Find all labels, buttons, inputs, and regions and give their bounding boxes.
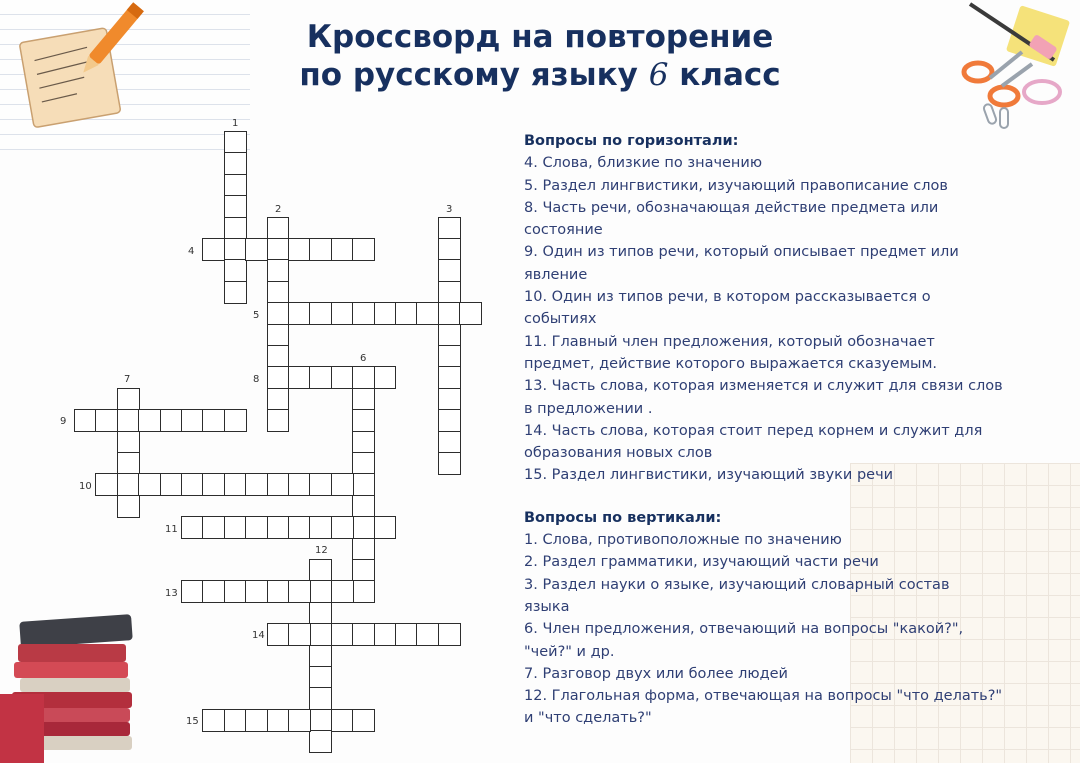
clue-number-13: 13 (165, 588, 178, 599)
down-clue-line: 1. Слова, противоположные по значению (524, 532, 842, 549)
crossword-cell[interactable] (309, 623, 332, 646)
crossword-cell[interactable] (202, 709, 225, 732)
crossword-cell[interactable] (224, 217, 247, 240)
crossword-cell[interactable] (395, 623, 418, 646)
crossword-cell[interactable] (224, 195, 247, 218)
page-title (250, 18, 830, 94)
crossword-cell[interactable] (438, 238, 461, 261)
crossword-cell[interactable] (352, 559, 375, 582)
crossword-cell[interactable] (416, 302, 439, 325)
title-line-1: Кроссворд на повторение (306, 19, 774, 55)
crossword-cell[interactable] (352, 452, 375, 475)
clue-number-11: 11 (165, 524, 178, 535)
crossword-cell[interactable] (331, 623, 354, 646)
crossword-cell[interactable] (438, 259, 461, 282)
crossword-cell[interactable] (288, 623, 311, 646)
crossword-cell[interactable] (224, 174, 247, 197)
crossword-cell[interactable] (202, 409, 225, 432)
questions-panel (524, 130, 1044, 730)
crossword-cell[interactable] (117, 431, 140, 454)
crossword-cell[interactable] (138, 473, 161, 496)
crossword-cell[interactable] (438, 345, 461, 368)
crossword-cell[interactable] (309, 580, 332, 603)
crossword-cell[interactable] (438, 409, 461, 432)
crossword-cell[interactable] (224, 580, 247, 603)
crossword-cell[interactable] (331, 302, 354, 325)
crossword-cell[interactable] (224, 131, 247, 154)
crossword-cell[interactable] (117, 409, 140, 432)
stack-of-books-icon (0, 610, 140, 763)
crossword-cell[interactable] (352, 238, 375, 261)
crossword-cell[interactable] (224, 709, 247, 732)
crossword-cell[interactable] (309, 238, 332, 261)
crossword-cell[interactable] (374, 516, 397, 539)
grade-number: 6 (648, 57, 669, 93)
title-line-2-text: по русскому языку (299, 57, 649, 93)
across-clue-line: предмет, действие которого выражается сказуемым. (524, 355, 938, 372)
crossword-cell[interactable] (438, 388, 461, 411)
crossword-cell[interactable] (267, 623, 290, 646)
crossword-cell[interactable] (267, 388, 290, 411)
across-clue-line: 13. Часть слова, которая изменяется и служит для связи слов (524, 378, 1003, 395)
crossword-cell[interactable] (438, 452, 461, 475)
crossword-cell[interactable] (288, 302, 311, 325)
crossword-cell[interactable] (395, 302, 418, 325)
crossword-cell[interactable] (267, 409, 290, 432)
crossword-cell[interactable] (288, 366, 311, 389)
crossword-cell[interactable] (202, 580, 225, 603)
crossword-cell[interactable] (160, 473, 183, 496)
crossword-cell[interactable] (117, 495, 140, 518)
crossword-cell[interactable] (309, 366, 332, 389)
crossword-cell[interactable] (245, 238, 268, 261)
crossword-cell[interactable] (267, 580, 290, 603)
crossword-cell[interactable] (267, 238, 290, 261)
down-clue-line: 12. Глагольная форма, отвечающая на вопросы "что делать?" (524, 688, 1003, 705)
crossword-cell[interactable] (352, 409, 375, 432)
crossword-cell[interactable] (181, 473, 204, 496)
clue-number-12: 12 (315, 545, 328, 556)
crossword-cell[interactable] (352, 516, 375, 539)
across-clue-line: 14. Часть слова, которая стоит перед корнем и служит для (524, 422, 983, 439)
down-clue-line: и "что сделать?" (524, 710, 652, 727)
across-clue-line: явление (524, 266, 588, 283)
across-clue-line: 11. Главный член предложения, который обозначает (524, 333, 935, 350)
crossword-cell[interactable] (288, 580, 311, 603)
crossword-cell[interactable] (181, 516, 204, 539)
crossword-cell[interactable] (288, 473, 311, 496)
down-clue-line: "чей?" и др. (524, 643, 615, 660)
crossword-cell[interactable] (181, 580, 204, 603)
crossword-cell[interactable] (245, 516, 268, 539)
crossword-cell[interactable] (245, 580, 268, 603)
crossword-cell[interactable] (438, 366, 461, 389)
crossword-cell[interactable] (224, 238, 247, 261)
crossword-cell[interactable] (309, 516, 332, 539)
clue-number-4: 4 (188, 246, 195, 257)
crossword-cell[interactable] (288, 238, 311, 261)
clue-number-3: 3 (446, 204, 453, 215)
across-clue-line: состояние (524, 222, 603, 239)
clue-number-6: 6 (360, 353, 367, 364)
across-clue-line: 10. Один из типов речи, в котором рассказывается о (524, 289, 931, 306)
down-clue-line: 6. Член предложения, отвечающий на вопросы "какой?", (524, 621, 964, 638)
clue-number-5: 5 (253, 310, 260, 321)
crossword-cell[interactable] (438, 302, 461, 325)
crossword-cell[interactable] (352, 623, 375, 646)
crossword-cell[interactable] (117, 388, 140, 411)
crossword-cell[interactable] (438, 324, 461, 347)
crossword-cell[interactable] (331, 516, 354, 539)
down-heading: Вопросы по вертикали: (524, 509, 722, 526)
crossword-cell[interactable] (309, 302, 332, 325)
crossword-cell[interactable] (202, 238, 225, 261)
across-clue-line: 5. Раздел лингвистики, изучающий правописание слов (524, 177, 948, 194)
crossword-cell[interactable] (331, 238, 354, 261)
crossword-cell[interactable] (224, 152, 247, 175)
clue-number-8: 8 (253, 374, 260, 385)
down-clue-line: 7. Разговор двух или более людей (524, 665, 788, 682)
crossword-cell[interactable] (224, 516, 247, 539)
crossword-cell[interactable] (438, 217, 461, 240)
across-heading: Вопросы по горизонтали: (524, 133, 739, 149)
crossword-cell[interactable] (267, 324, 290, 347)
crossword-cell[interactable] (352, 473, 375, 496)
crossword-cell[interactable] (138, 409, 161, 432)
across-clue-line: 4. Слова, близкие по значению (524, 155, 763, 172)
clue-number-2: 2 (275, 204, 282, 215)
crossword-cell[interactable] (309, 559, 332, 582)
crossword-cell[interactable] (288, 709, 311, 732)
crossword-cell[interactable] (267, 259, 290, 282)
crossword-cell[interactable] (438, 281, 461, 304)
crossword-cell[interactable] (309, 645, 332, 668)
crossword-cell[interactable] (352, 388, 375, 411)
crossword-cell[interactable] (224, 259, 247, 282)
crossword-cell[interactable] (309, 473, 332, 496)
crossword-cell[interactable] (288, 516, 311, 539)
clue-number-1: 1 (232, 118, 239, 129)
crossword-cell[interactable] (267, 345, 290, 368)
crossword-cell[interactable] (267, 217, 290, 240)
crossword-cell[interactable] (267, 302, 290, 325)
across-clue-line: 9. Один из типов речи, который описывает предмет или (524, 244, 959, 261)
crossword-cell[interactable] (181, 409, 204, 432)
crossword-cell[interactable] (352, 709, 375, 732)
crossword-cell[interactable] (245, 709, 268, 732)
scissors-and-stationery-icon (942, 0, 1078, 135)
crossword-cell[interactable] (374, 366, 397, 389)
crossword-cell[interactable] (267, 516, 290, 539)
crossword-cell[interactable] (202, 516, 225, 539)
crossword-cell[interactable] (267, 473, 290, 496)
section-spacer (524, 487, 1044, 507)
crossword-cell[interactable] (95, 409, 118, 432)
clue-number-7: 7 (124, 374, 131, 385)
crossword-cell[interactable] (267, 366, 290, 389)
across-clue-line: 15. Раздел лингвистики, изучающий звуки речи (524, 467, 894, 484)
crossword-cell[interactable] (374, 623, 397, 646)
down-clue-line: языка (524, 598, 570, 615)
clue-number-10: 10 (79, 481, 92, 492)
crossword-cell[interactable] (309, 602, 332, 625)
crossword-cell[interactable] (224, 473, 247, 496)
crossword-cell[interactable] (224, 281, 247, 304)
crossword-cell[interactable] (352, 302, 375, 325)
crossword-cell[interactable] (309, 709, 332, 732)
crossword-cell[interactable] (352, 580, 375, 603)
crossword-cell[interactable] (224, 409, 247, 432)
crossword-cell[interactable] (352, 366, 375, 389)
crossword-cell[interactable] (416, 623, 439, 646)
crossword-cell[interactable] (352, 538, 375, 561)
crossword-cell[interactable] (267, 709, 290, 732)
across-clue-line: образования новых слов (524, 445, 713, 462)
crossword-cell[interactable] (374, 302, 397, 325)
crossword-cell[interactable] (352, 431, 375, 454)
crossword-cell[interactable] (438, 431, 461, 454)
crossword-cell[interactable] (202, 473, 225, 496)
crossword-cell[interactable] (438, 623, 461, 646)
crossword-cell[interactable] (331, 366, 354, 389)
clue-number-15: 15 (186, 716, 199, 727)
crossword-cell[interactable] (331, 580, 354, 603)
title-line-2-end: класс (668, 57, 781, 93)
across-clue-line: 8. Часть речи, обозначающая действие предмета или (524, 199, 939, 216)
across-clue-line: событиях (524, 311, 597, 328)
crossword-cell[interactable] (245, 473, 268, 496)
crossword-cell[interactable] (309, 687, 332, 710)
crossword-cell[interactable] (331, 709, 354, 732)
across-clue-line: в предложении . (524, 400, 653, 417)
title-line-2 (250, 56, 830, 94)
crossword-cell[interactable] (160, 409, 183, 432)
clue-number-9: 9 (60, 416, 67, 427)
down-clue-line: 2. Раздел грамматики, изучающий части речи (524, 554, 879, 571)
crossword-cell[interactable] (331, 473, 354, 496)
clue-number-14: 14 (252, 630, 265, 641)
crossword-cell[interactable] (309, 730, 332, 753)
crossword-cell[interactable] (459, 302, 482, 325)
down-clue-line: 3. Раздел науки о языке, изучающий словарный состав (524, 576, 950, 593)
crossword-cell[interactable] (117, 452, 140, 475)
notebook-with-pen-icon (14, 2, 144, 134)
crossword-cell[interactable] (352, 495, 375, 518)
crossword-cell[interactable] (117, 473, 140, 496)
crossword-cell[interactable] (267, 281, 290, 304)
crossword-cell[interactable] (74, 409, 97, 432)
crossword-cell[interactable] (95, 473, 118, 496)
crossword-cell[interactable] (309, 666, 332, 689)
